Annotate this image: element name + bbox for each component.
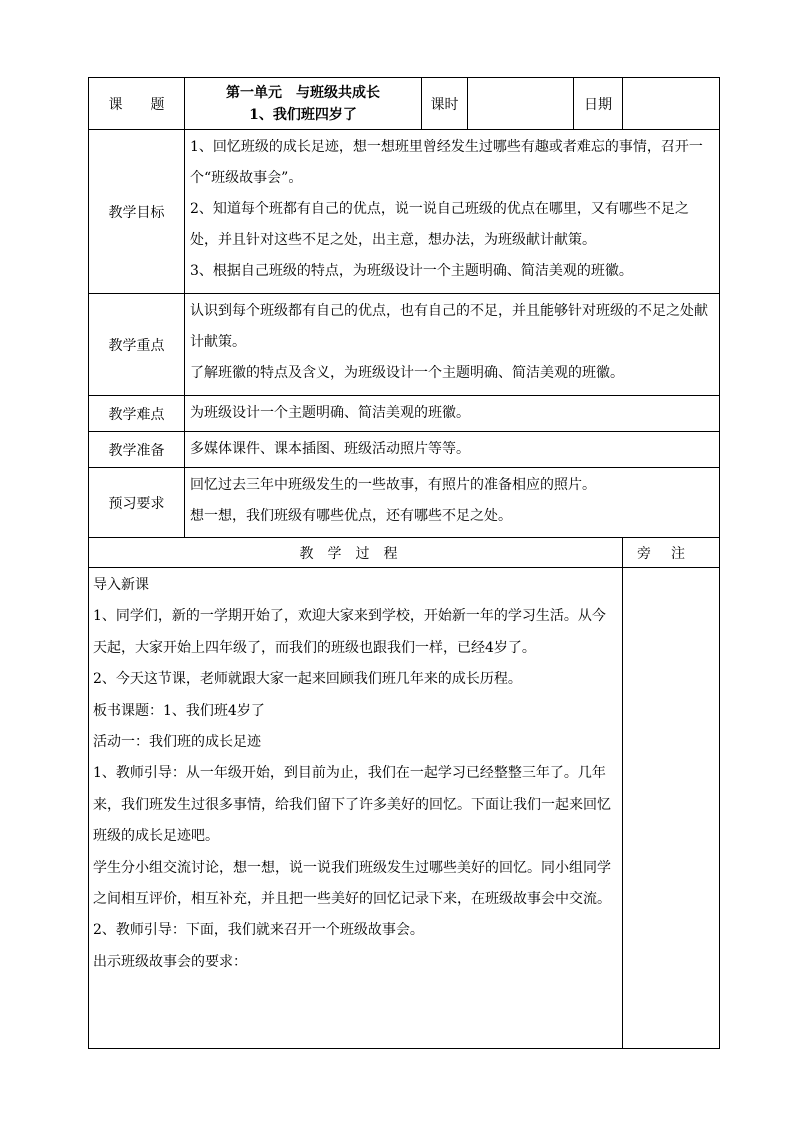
notes-column (623, 568, 720, 1049)
key-points-row (89, 294, 720, 396)
preparation-row (89, 432, 720, 468)
lesson-plan-table (88, 77, 720, 1049)
process-paragraph: 板书课题：1、我们班4岁了 (93, 702, 265, 719)
process-paragraph: 1、教师引导：从一年级开始，到目前为止，我们在一起学习已经整整三年了。几年来，我们班发生过很多事情，给我们留下了许多美好的回忆。下面让我们一起来回忆班级的成长足迹吧。 (93, 765, 611, 845)
process-body-row (89, 568, 720, 1049)
preview-item: 想一想，我们班级有哪些优点，还有哪些不足之处。 (190, 508, 512, 524)
process-paragraph: 2、教师引导：下面，我们就来召开一个班级故事会。 (93, 922, 424, 939)
notes-header: 旁注 (623, 538, 720, 568)
key-point-item: 认识到每个班级都有自己的优点，也有自己的不足，并且能够针对班级的不足之处献计献策。 (190, 303, 708, 350)
objective-item: 3、根据自己班级的特点，为班级设计一个主题明确、简洁美观的班徽。 (190, 263, 633, 279)
objectives-content (185, 130, 720, 294)
objective-item: 2、知道每个班都有自己的优点，说一说自己班级的优点在哪里，又有哪些不足之处，并且针对这些不足之处，出主意，想办法，为班级献计献策。 (190, 201, 689, 248)
header-row (89, 78, 720, 130)
preparation-content (185, 432, 720, 468)
process-paragraph: 1、同学们，新的一学期开始了，欢迎大家来到学校，开始新一年的学习生活。从今天起，大家开始上四年级了，而我们的班级也跟我们一样，已经4岁了。 (93, 608, 606, 656)
process-paragraph: 出示班级故事会的要求： (93, 953, 247, 970)
topic-label: 课 题 (89, 78, 185, 130)
key-point-item: 了解班徽的特点及含义，为班级设计一个主题明确、简洁美观的班徽。 (190, 365, 624, 381)
lesson-name: 1、我们班四岁了 (249, 106, 357, 123)
row-label: 预习要求 (89, 468, 185, 538)
preview-content (185, 468, 720, 538)
process-content (89, 568, 623, 1049)
preparation-item: 多媒体课件、课本插图、班级活动照片等等。 (190, 441, 470, 457)
period-label: 课时 (422, 78, 468, 130)
difficulty-content (185, 396, 720, 432)
process-header-row (89, 538, 720, 568)
process-header: 教学过程 (89, 538, 623, 568)
process-paragraph: 导入新课 (93, 577, 149, 593)
row-label: 教学准备 (89, 432, 185, 468)
row-label: 教学难点 (89, 396, 185, 432)
preview-item: 回忆过去三年中班级发生的一些故事，有照片的准备相应的照片。 (190, 477, 596, 493)
unit-title: 第一单元 与班级共成长 (226, 84, 380, 101)
preview-row (89, 468, 720, 538)
date-value (623, 78, 720, 130)
objectives-row (89, 130, 720, 294)
key-points-content (185, 294, 720, 396)
process-paragraph: 学生分小组交流讨论，想一想，说一说我们班级发生过哪些美好的回忆。同小组同学之间相互评价，相互补充，并且把一些美好的回忆记录下来，在班级故事会中交流。 (93, 859, 611, 908)
process-paragraph: 活动一：我们班的成长足迹 (93, 734, 261, 751)
difficulty-item: 为班级设计一个主题明确、简洁美观的班徽。 (190, 405, 470, 421)
period-value (468, 78, 574, 130)
process-paragraph: 2、今天这节课，老师就跟大家一起来回顾我们班几年来的成长历程。 (93, 671, 522, 688)
row-label: 教学目标 (89, 130, 185, 294)
difficulty-row (89, 396, 720, 432)
date-label: 日期 (574, 78, 623, 130)
lesson-title (185, 78, 422, 130)
row-label: 教学重点 (89, 294, 185, 396)
objective-item: 1、回忆班级的成长足迹，想一想班里曾经发生过哪些有趣或者难忘的事情，召开一个“班级故事会”。 (190, 139, 703, 186)
